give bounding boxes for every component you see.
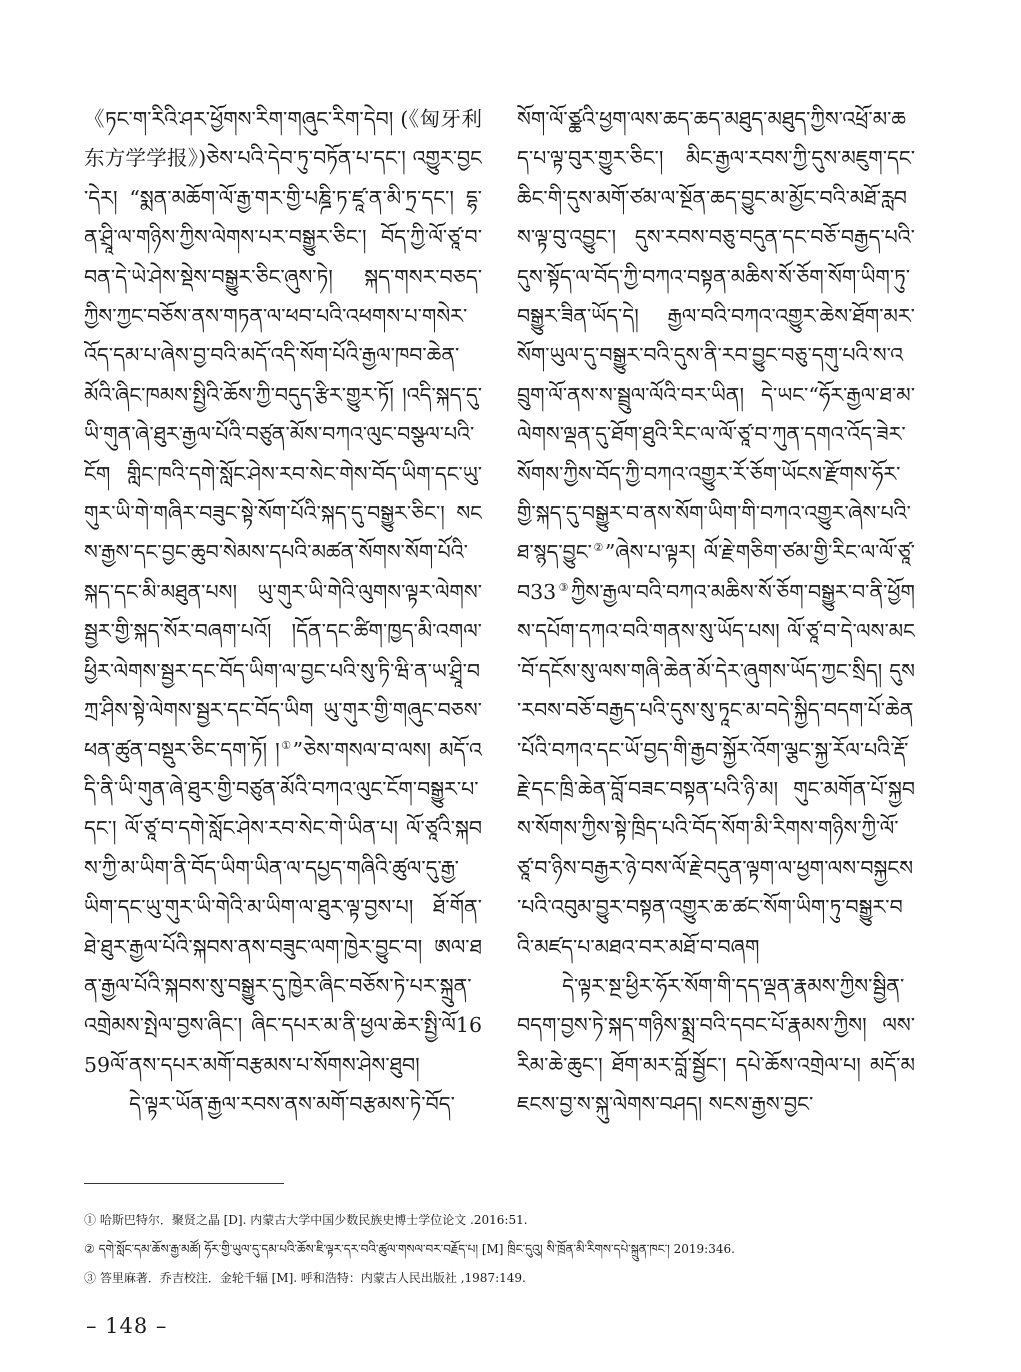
left-column xyxy=(84,100,482,1160)
footnote-3: ③ 答里麻著．乔吉校注．金轮千辐 [M]. 呼和浩特：内蒙古人民出版社 ,1987:149. xyxy=(84,1271,526,1285)
right-paragraph-2: དེ་ལྟར་སྔ་ཕྱིར་ཧོར་སོག་གི་དད་ལྡན་རྣམས་ཀྱིས་སྦྱིན་བདག་བྱས་ཏེ་སྐད་གཉིས་སྨྲ་བའི་དབང་པོ་རྣམས་ཀྱིས། ལས་རིམ་ཆེ་ཆུང་། ཐོག་མར་བློ་སྦྱོང་། དཔེ་ཆོས་འགྲེལ་པ། མདོ་མཇངས་བྱ་ས་སྐུ་ལེགས་བཤད། སངས་རྒྱས་བྱང་ xyxy=(517,973,915,1117)
right-paragraph-1-text: སོག་ལོ་ཙྪའི་ཕྱག་ལས་ཆད་ཆད་མཐུད་མཐུད་ཀྱིས་འཕྲོ་མ་ཆད་པ་ལྟ་བུར་གྱུར་ཅིང་། མིང་རྒྱལ་རབས་ཀྱི་དུས་མཇུག་དང་ཆིང་གི་དུས་མགོ་ཙམ་ལ་སྔོན་ཆད་བྱུང་མ་མྱོང་བའི་མཐོ་རླབས་ལྟ་བུ་འབྱུང་། དུས་རབས་བཅུ་བདུན་དང་བཅོ་བརྒྱད་པའི་དུས་སྟོད་ལ་བོད་ཀྱི་བཀའ་བསྟན་མཆིས་སོ་ཅོག་སོག་ཡིག་ཏུ་བསྒྱུར་ཟིན་ཡོད་དེ། རྒྱལ་བའི་བཀའ་འགྱུར་ཆེས་ཐོག་མར་སོག་ཡུལ་དུ་བསྒྱུར་བའི་དུས་ནི་རབ་བྱུང་བཅུ་དགུ་པའི་ས་འབྲུག་ལོ་ནས་ས་སྦྲུལ་ལོའི་བར་ཡིན། དེ་ཡང་“ཧོར་རྒྱལ་ཐ་མ་ལེགས་ལྡན་དུ་ཐོག་ཐུའི་རིང་ལ་ལོ་ཙཱ་བ་ཀུན་དགའ་འོད་ཟེར་སོགས་ཀྱིས་བོད་ཀྱི་བཀའ་འགྱུར་རོ་ཅོག་ཡོངས་རྫོགས་ཧོར་གྱི་སྐད་དུ་བསྒྱུར་བ་ནས་སོག་ཡིག་གི་བཀའ་འགྱུར་ཞེས་པའི་ཐ་སྙད་བྱུང་ xyxy=(517,107,915,565)
left-paragraph-1-continued: ”ཅེས་གསལ་བ་ལས། མདོ་འདི་ནི་ཡི་གུན་ཞེ་ཐུར་གྱི་བཙུན་མོའི་བཀའ་ལུང་ངོག་བསྒྱུར་པ་དང་། ལོ་ཙཱ་བ་དགེ་སློང་ཤེས་རབ་སེང་གེ་ཡིན་པ། ལོ་ཙཱའི་སྐབས་ཀྱི་མ་ཡིག་ནི་བོད་ཡིག་ཡིན་ལ་དཔྱད་གཞིའི་ཚུལ་དུ་རྒྱ་ཡིག་དང་ཡུ་གུར་ཡི་གེའི་མ་ཡིག་ལ་ཐུར་ལྟ་བྱས་པ། ཐོ་གོན་ཐེ་ཐུར་རྒྱལ་པོའི་སྐབས་ནས་བཟུང་ལག་ཁྱེར་བྱུང་བ། ཨལ་ཐན་རྒྱལ་པོའི་སྐབས་སུ་བསྒྱུར་དུ་ཁྱེར་ཞིང་བཅོས་ཏེ་པར་སྐྲུན་འགྲེམས་སྤེལ་བྱས་ཞིང་། ཞིང་དཔར་མ་ནི་ཕྱལ་ཆེར་སྤྱི་ལོ1659ལོ་ནས་དཔར་མགོ་བརྩམས་པ་སོགས་ཤེས་ཐུབ། xyxy=(84,737,482,1077)
right-paragraph-1 xyxy=(517,100,915,967)
right-paragraph-1-continued: ”ཞེས་པ་ལྟར། ལོ་རྗེ་གཅིག་ཙམ་གྱི་རིང་ལ་ལོ་ཙཱ་བ33 xyxy=(517,540,915,604)
left-paragraph-2: དེ་ལྟར་ཡོན་རྒྱལ་རབས་ནས་མགོ་བརྩམས་ཏེ་བོད་ xyxy=(129,1092,455,1117)
page-number: – 148 – xyxy=(86,1314,168,1338)
right-paragraph-1-tail: ཀྱིས་རྒྱལ་བའི་བཀའ་མཆིས་སོ་ཅོག་བསྒྱུར་བ་ནི་ཕྱོགས་དཔོག་དཀའ་བའི་གནས་སུ་ཡོད་པས། ལོ་ཙཱ་བ་དེ་ལས་མང་བོ་དངོས་སུ་ལས་གཞི་ཆེན་མོ་དེར་ཞུགས་ཡོད་ཀྱང་སྲིད། དུས་རབས་བཅོ་བརྒྱད་པའི་དུས་སུ་ཏཱང་མ་བདེ་སྐྱིད་བདག་པོ་ཆེན་པོའི་བཀའ་དང་ཡོ་བྱད་གི་རྒྱབ་སྐྱོར་འོག་ལྕང་སྐྱ་རོལ་པའི་རྡོ་རྗེ་དང་ཁྲི་ཆེན་བློ་བཟང་བསྟན་པའི་ཉི་མ། གུང་མགོན་པོ་སྐྱབས་སོགས་ཀྱིས་སྟེ་ཁྲིད་པའི་བོད་སོག་མི་རིགས་གཉིས་ཀྱི་ལོ་ཙཱ་བ་ཉིས་བརྒྱར་ཉེ་བས་ལོ་རྗེ་བདུན་ལྟག་ལ་ཕྱག་ལས་བསྐྱངས་པའི་འབུམ་བྱུར་བསྟན་འགྱུར་ཆ་ཚང་སོག་ཡིག་ཏུ་བསྒྱུར་བའི་མཛད་པ་མཐའ་བར་མཐོ་བ་བཞག xyxy=(517,579,915,959)
footnotes xyxy=(84,1206,934,1293)
right-column xyxy=(517,100,915,1160)
footnote-1: ① 哈斯巴特尔．聚贤之晶 [D]. 内蒙古大学中国少数民族史博士学位论文 .2016:51. xyxy=(84,1213,528,1227)
footnote-divider xyxy=(84,1183,284,1184)
left-paragraph-1 xyxy=(84,100,482,1085)
footnote-ref-1[interactable]: ① xyxy=(279,738,293,752)
footnote-ref-3[interactable]: ③ xyxy=(556,581,571,595)
left-paragraph-1-text: 《ཏང་ག་རིའི་ཤར་ཕྱོགས་རིག་གཞུང་རིག་དེབ། (《匈牙利东方学学报》)ཅེས་པའི་དེབ་ཏུ་བཏོན་པ་དང་། འགྱུར་བྱང་དེར། “སྨན་མཆོག་ལོ་རྒྱ་གར་གྱི་པཎྜི་ཏ་ཛཱ་ན་མི་ཏྲ་དང་། དྷ་ན་ཤྲཱི་ལ་གཉིས་ཀྱིས་ལེགས་པར་བསྒྱུར་ཅིང་། བོད་ཀྱི་ལོ་ཙཱ་བ་བན་དེ་ཡེ་ཤེས་སྡེས་བསྒྱུར་ཅིང་ཞུས་ཏེ། སྐད་གསར་བཅད་ཀྱིས་ཀྱང་བཅོས་ནས་གཏན་ལ་ཕབ་པའི་འཕགས་པ་གསེར་འོད་དམ་པ་ཞེས་བྱ་བའི་མདོ་འདི་སོག་པོའི་རྒྱལ་ཁབ་ཆེན་མོའི་ཞིང་ཁམས་སྤྱིའི་ཆོས་ཀྱི་བདུད་རྩིར་གྱུར་ཏོ། །འདི་སྐད་དུ་ཡི་གུན་ཞེ་ཐུར་རྒྱལ་པོའི་བཙུན་མོས་བཀའ་ལུང་བསྩལ་པའི་ངོག གླིང་ཁའི་དགེ་སློང་ཤེས་རབ་སེང་གེས་བོད་ཡིག་དང་ཡུ་གུར་ཡི་གེ་གཞིར་བཟུང་སྟེ་སོག་པོའི་སྐད་དུ་བསྒྱུར་ཅིང་། སངས་རྒྱས་དང་བྱང་ཆུབ་སེམས་དཔའི་མཚན་སོགས་སོག་པོའི་སྐད་དང་མི་མཐུན་པས། ཡུ་གུར་ཡི་གེའི་ལུགས་ལྟར་ལེགས་སྦྱར་གྱི་སྐད་སོར་བཞག་པའོ། །དོན་དང་ཚིག་ཁྱད་མི་འགལ་ཕྱིར་ལེགས་སྦྱར་དང་བོད་ཡིག་ལ་བྱང་པའི་སུ་ཏི་ཝི་ན་ཡ་ཤྲཱི་བཀྲ་ཤིས་སྟེ་ལེགས་སྦྱར་དང་བོད་ཡིག ཡུ་གུར་གྱི་གཞུང་བཅས་ཕན་ཚུན་བསྡུར་ཅིང་དག་ཏོ། ། xyxy=(84,107,482,762)
footnote-2: ② དགེ་སློང་དམ་ཆོས་རྒྱ་མཚོ། ཧོར་གྱི་ཡུལ་དུ་དམ་པའི་ཆོས་ཇི་ལྟར་དར་བའི་ཚུལ་གསལ་བར་བརྗོད་པ། [M] ཁྲིང་དུའུ། སི་ཁྲོན་མི་རིགས་དཔེ་སྐྲུན་ཁང་། 2019:346. xyxy=(84,1242,735,1256)
footnote-ref-2[interactable]: ② xyxy=(591,541,605,555)
